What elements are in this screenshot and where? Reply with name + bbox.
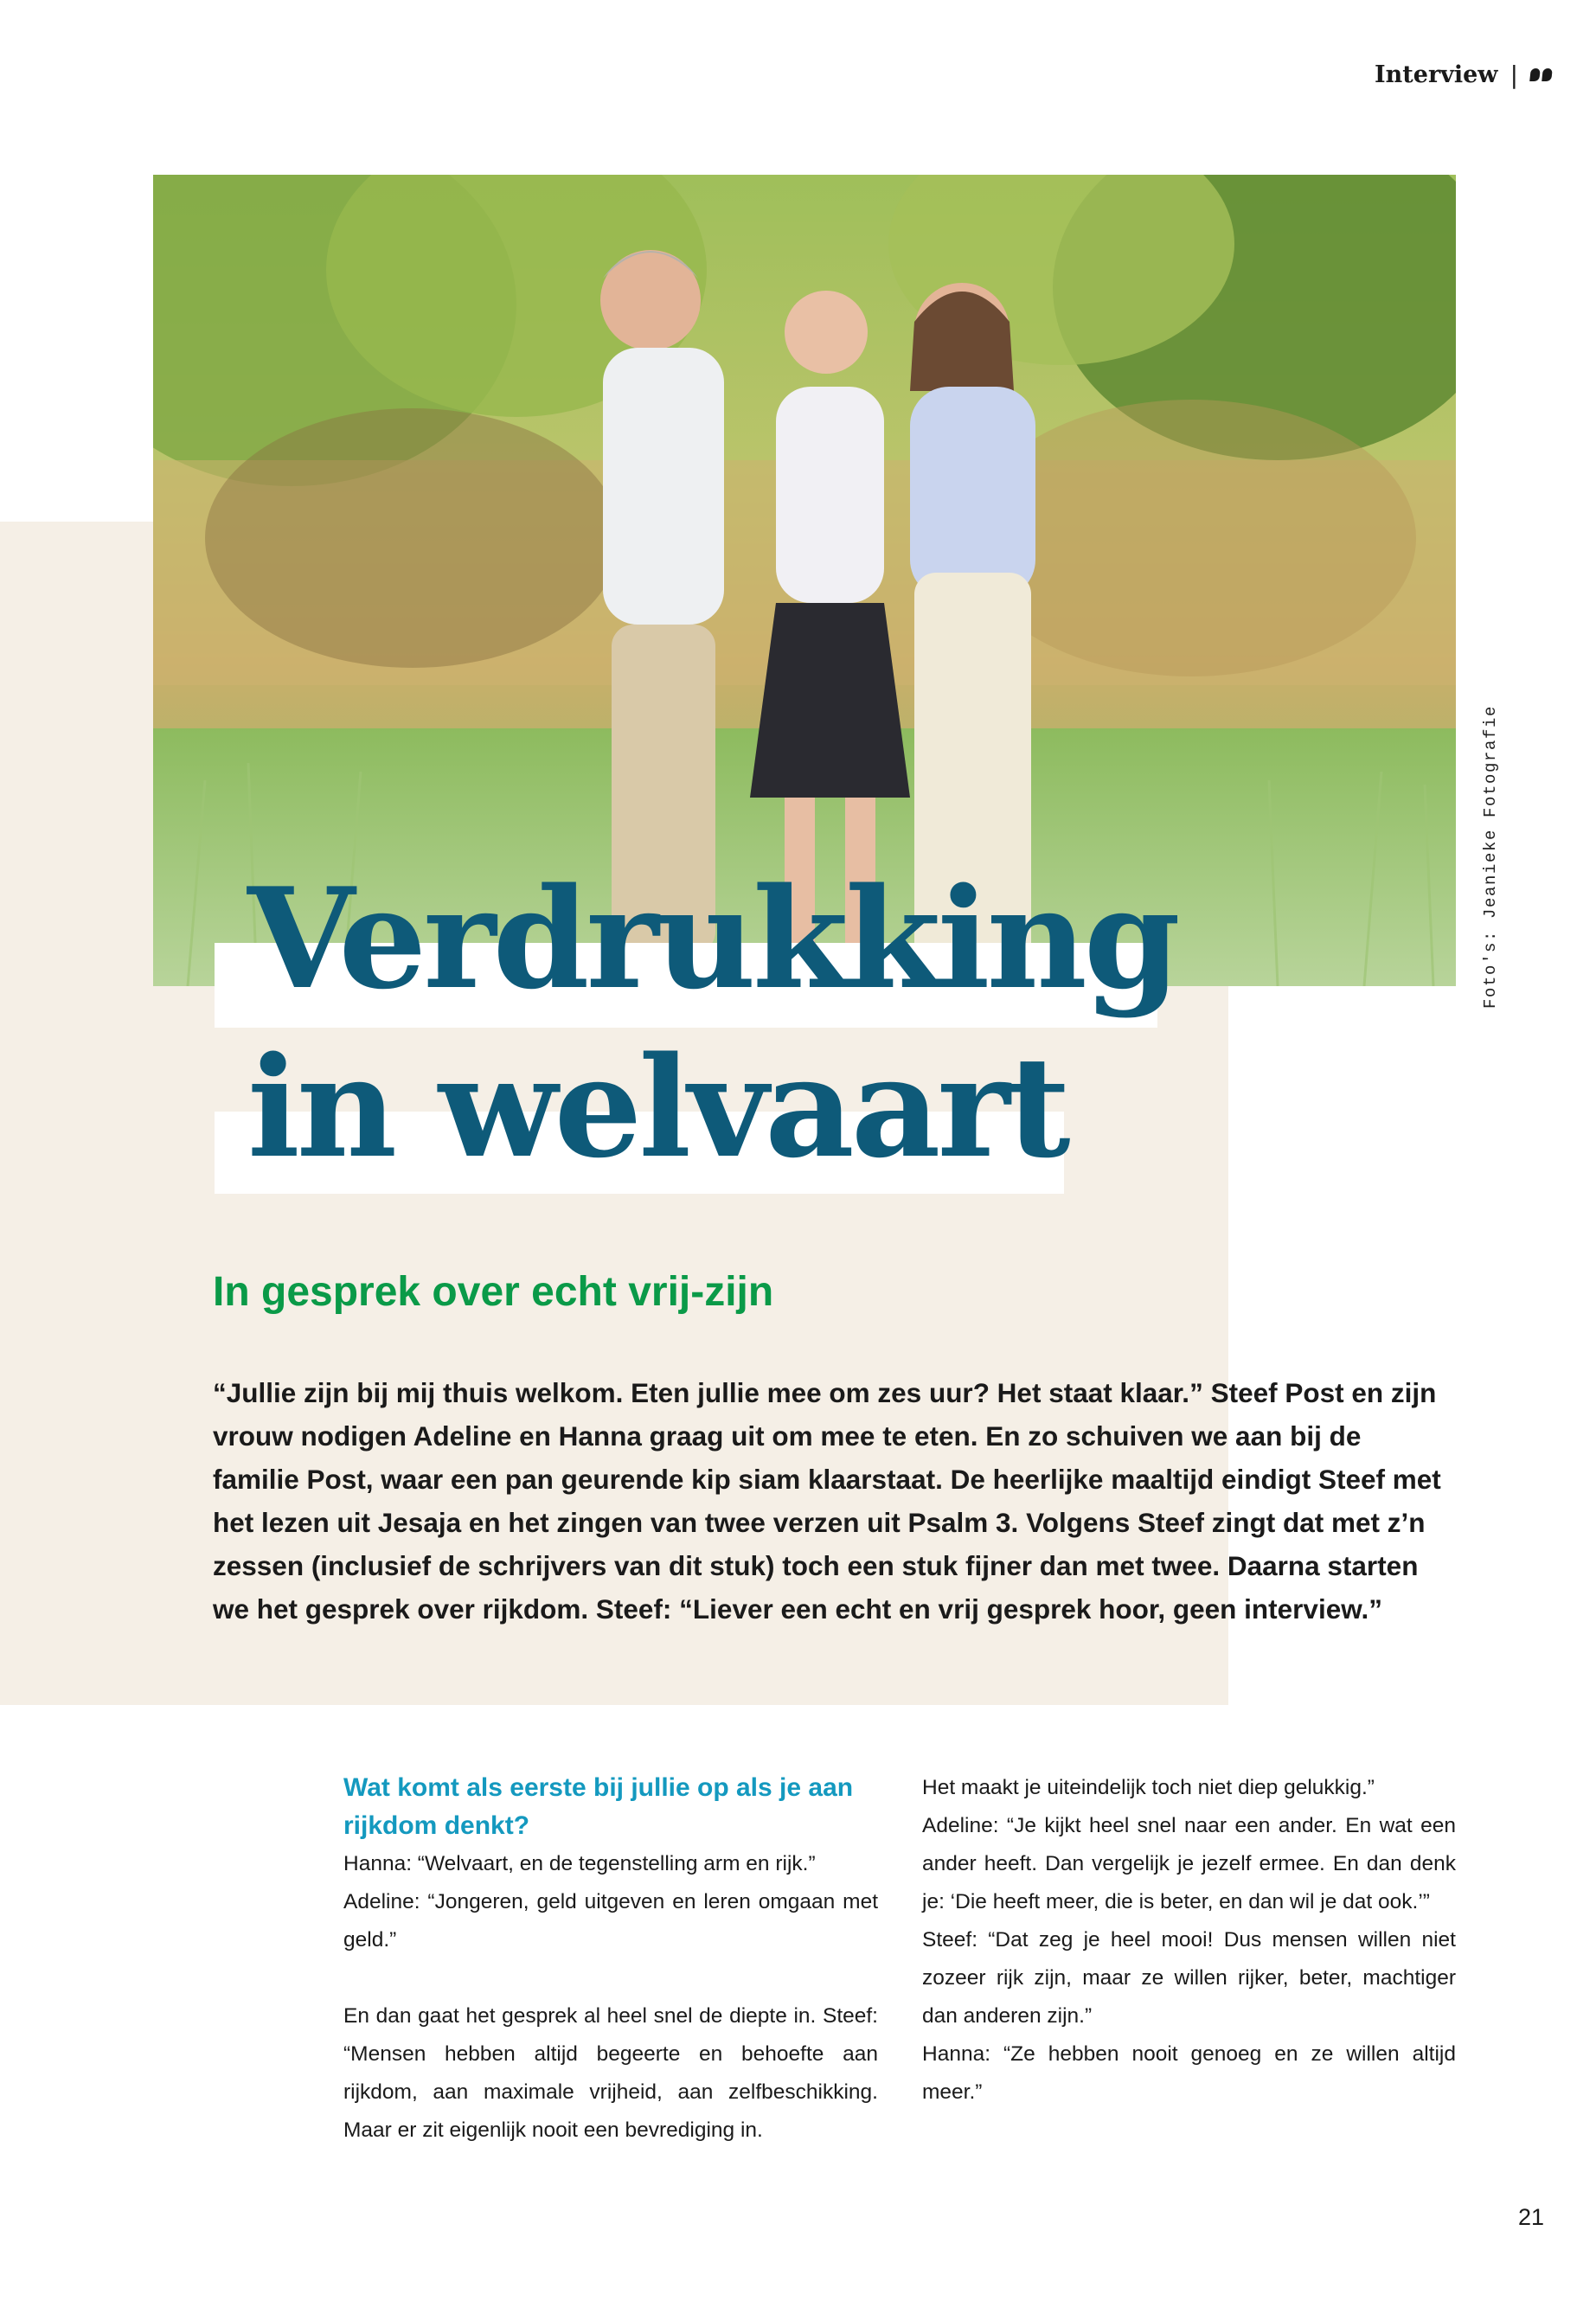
title-line2: in welvaart [247, 1026, 1067, 1189]
paragraph: Het maakt je uiteindelijk toch niet diep gelukkig.” [922, 1776, 1375, 1799]
paragraph-gap [343, 1959, 878, 1997]
page-number: 21 [1517, 2204, 1544, 2230]
title-line1: Verdrukking [247, 857, 1177, 1020]
paragraph: Adeline: “Je kijkt heel snel naar een ander. En wat een ander heeft. Dan vergelijk je jezelf ermee. En dan denk je: ‘Die heeft meer, die is beter, en dan wil je dat ook.’” [922, 1814, 1456, 1913]
photo-credit: Foto's: Jeanieke Fotografie [1481, 704, 1500, 1009]
article-intro: “Jullie zijn bij mij thuis welkom. Eten jullie mee om zes uur? Het staat klaar.” Steef Post en zijn vrouw nodigen Adeline en Hanna graag uit om mee te eten. En zo schuiven we aan bij de familie Post, waar een pan geurende kip siam klaarstaat. De heerlijke maaltijd eindigt Steef met het lezen uit Jesaja en het zingen van twee verzen uit Psalm 3. Volgens Steef zingt dat met z’n zessen (inclusief de schrijvers van dit stuk) toch een stuk fijner dan met twee. Daarna starten we het gesprek over rijkdom. Steef: “Liever een echt en vrij gesprek hoor, geen interview.” [213, 1377, 1441, 1625]
interview-question: Wat komt als eerste bij jullie op als je aan rijkdom denkt? [343, 1773, 854, 1840]
paragraph: Adeline: “Jongeren, geld uitgeven en leren omgaan met geld.” [343, 1890, 878, 1952]
paragraph: Steef: “Dat zeg je heel mooi! Dus mensen willen niet zozeer rijk zijn, maar ze willen rijker, beter, machtiger dan anderen zijn.” [922, 1928, 1456, 2028]
paragraph: Hanna: “Welvaart, en de tegenstelling arm en rijk.” [343, 1852, 816, 1875]
section-label [1375, 61, 1552, 89]
paragraph: En dan gaat het gesprek al heel snel de diepte in. Steef: “Mensen hebben altijd begeerte en behoefte aan rijkdom, aan maximale vrijheid, aan zelfbeschikking. Maar er zit eigenlijk nooit een bevrediging in. [343, 2004, 878, 2142]
double-quote-icon [1530, 68, 1552, 81]
article-subtitle: In gesprek over echt vrij-zijn [213, 1269, 774, 1315]
paragraph: Hanna: “Ze hebben nooit genoeg en ze willen altijd meer.” [922, 2042, 1456, 2104]
article-column-right [922, 1769, 1456, 2112]
article-column-left [343, 1769, 878, 2150]
section-name: Interview [1375, 61, 1498, 88]
section-separator: | [1509, 61, 1518, 89]
